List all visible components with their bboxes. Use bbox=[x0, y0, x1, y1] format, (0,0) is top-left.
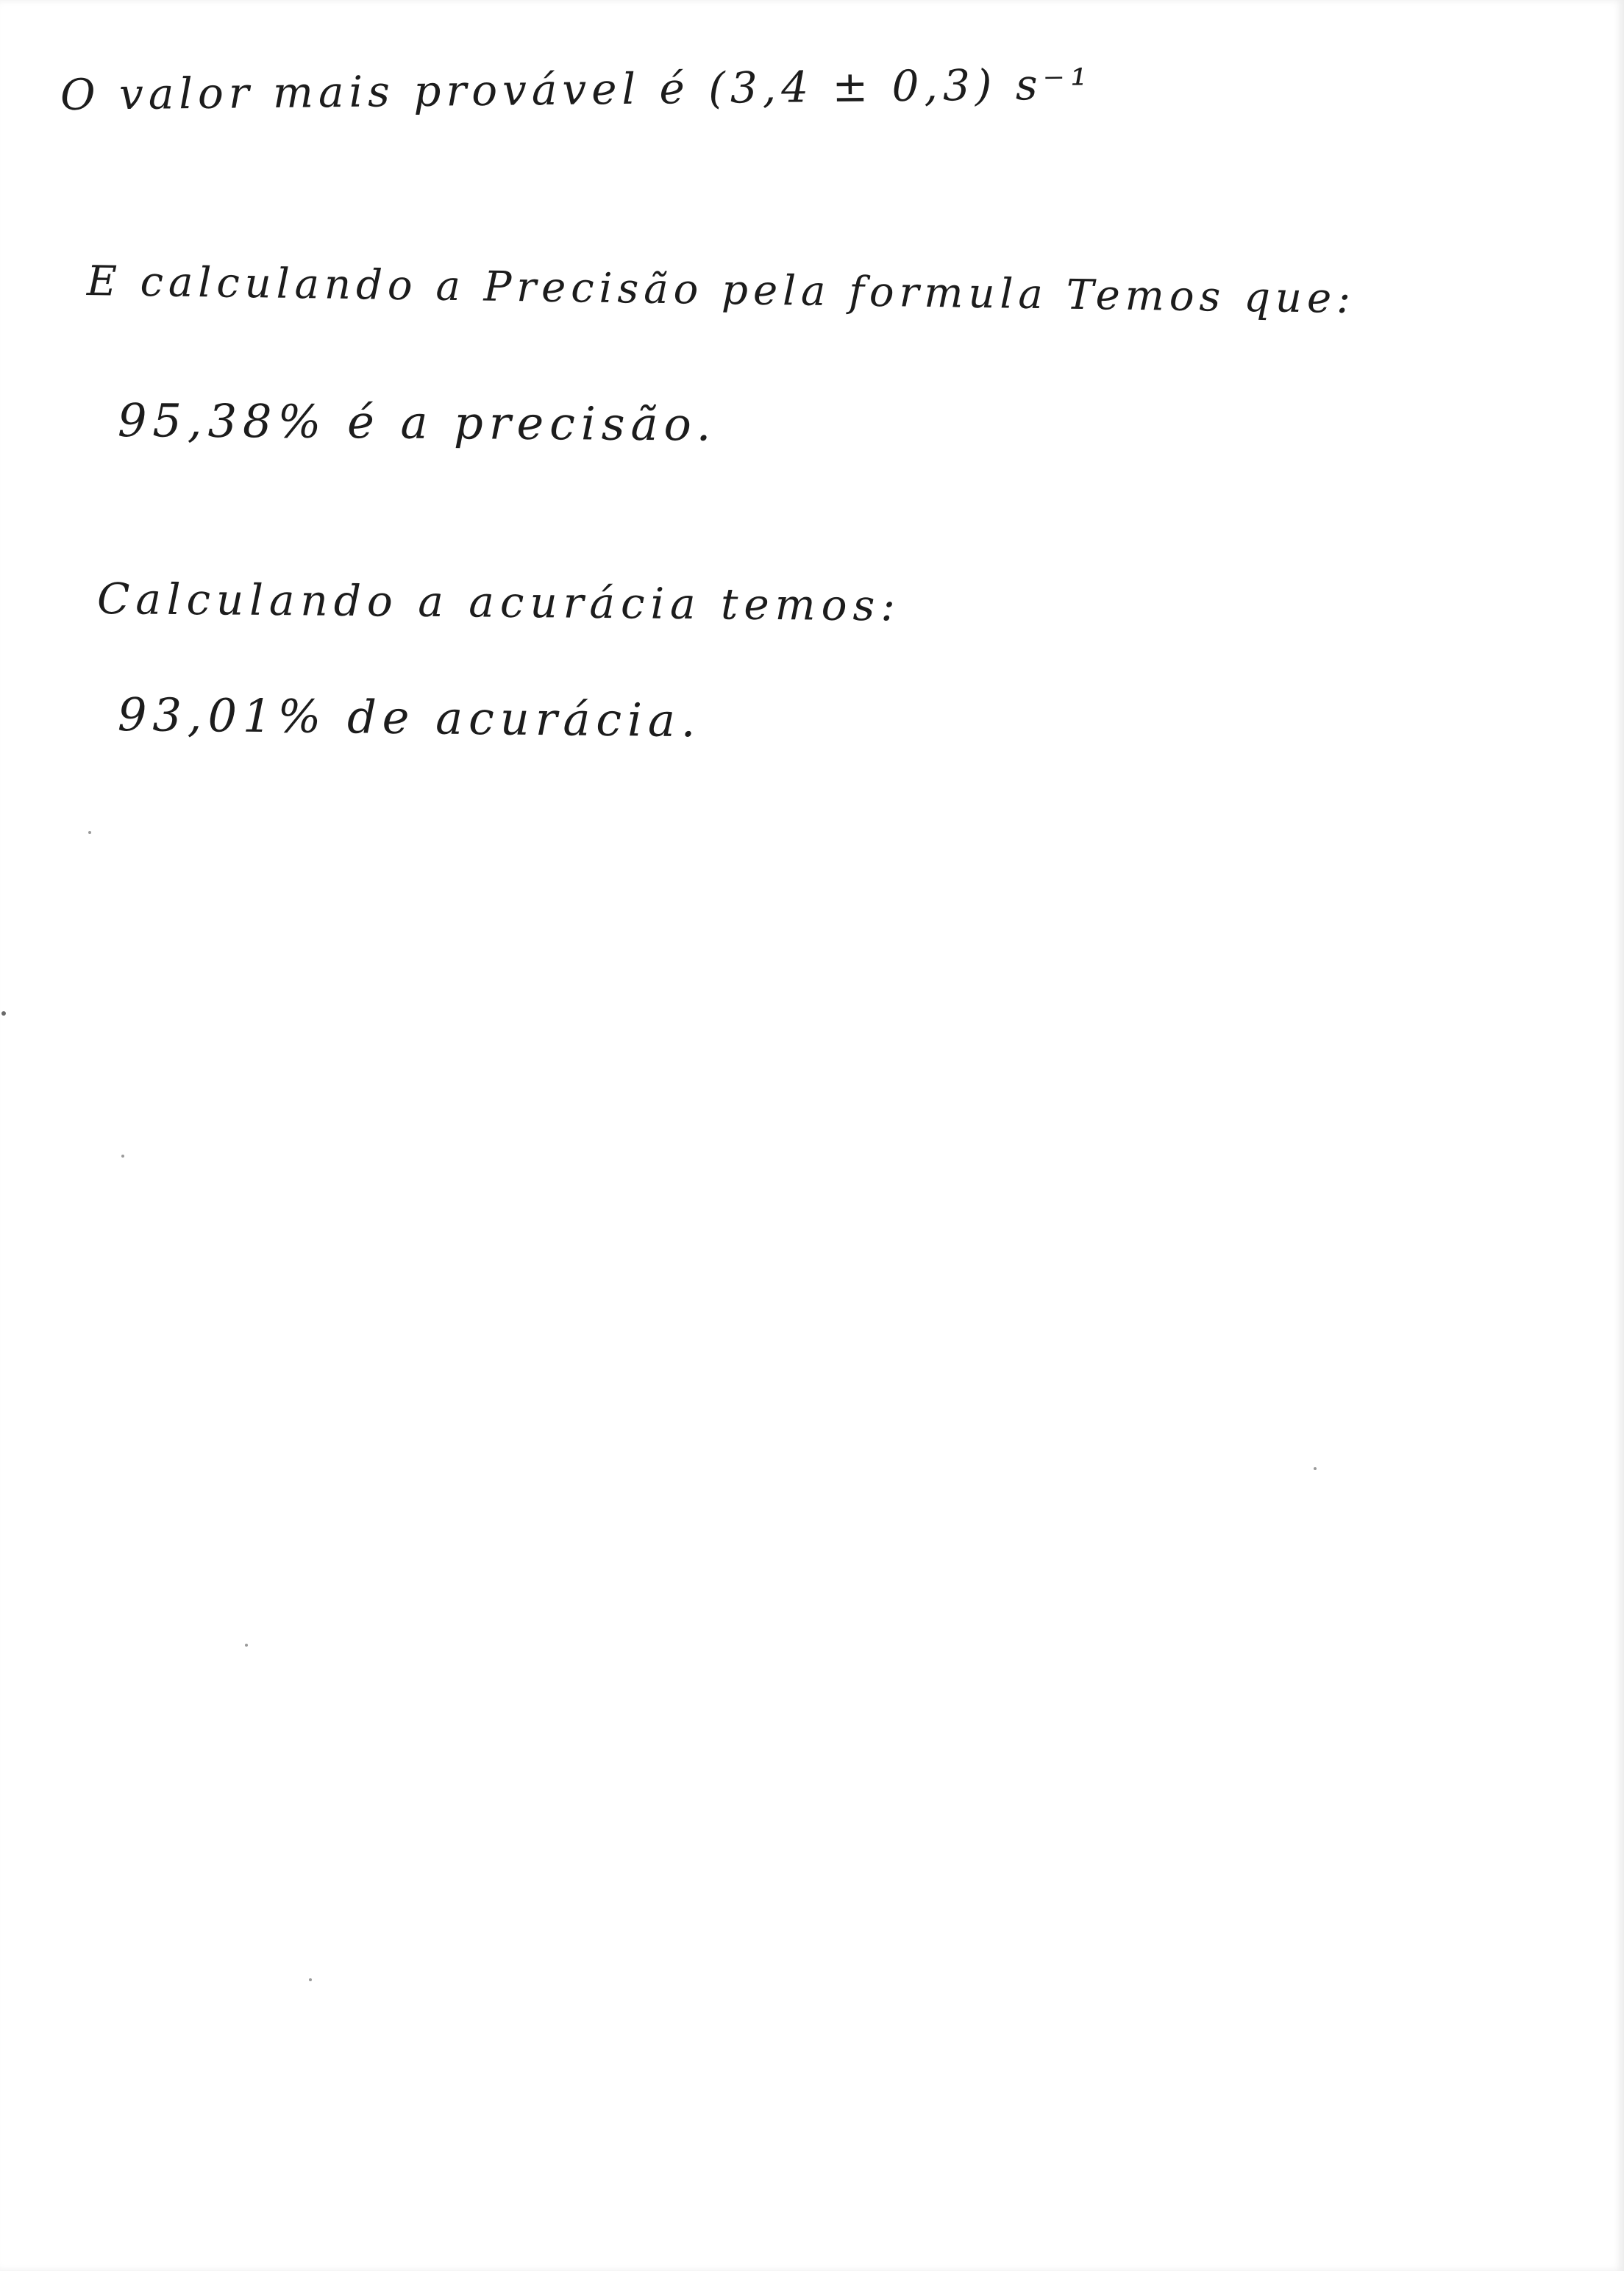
paper-speck bbox=[121, 1155, 124, 1158]
paper-speck bbox=[88, 831, 91, 834]
handwritten-line-precision-intro: E calculando a Precisão pela formula Temos que: bbox=[86, 257, 1356, 324]
handwritten-line-probable-value: O valor mais provável é (3,4 ± 0,3) s⁻¹ bbox=[60, 59, 1093, 120]
handwritten-line-precision-result: 95,38% é a precisão. bbox=[117, 393, 717, 452]
paper-speck bbox=[1, 1011, 6, 1016]
paper-speck bbox=[309, 1978, 312, 1981]
handwritten-line-accuracy-result: 93,01% de acurácia. bbox=[117, 688, 702, 748]
handwritten-line-accuracy-intro: Calculando a acurácia temos: bbox=[96, 574, 902, 631]
paper-speck bbox=[1314, 1467, 1317, 1470]
paper-speck bbox=[245, 1644, 248, 1647]
